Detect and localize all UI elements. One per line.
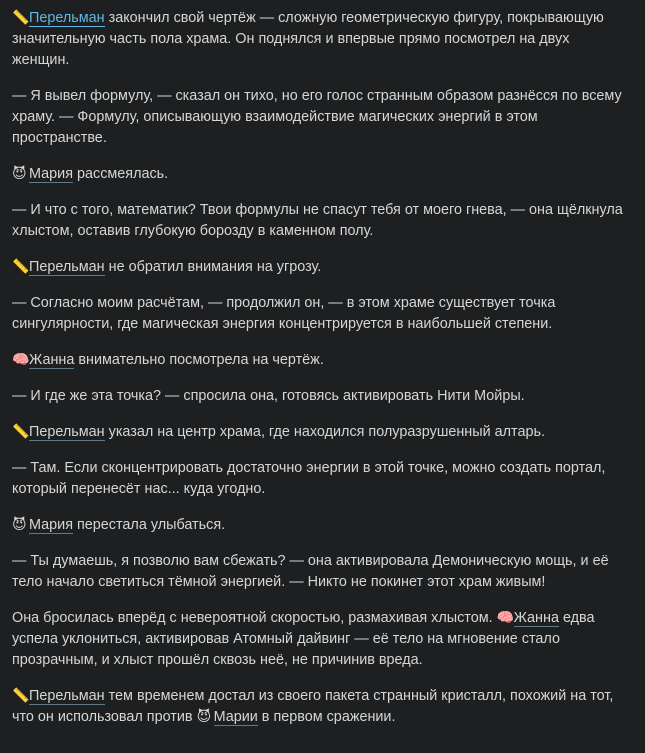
- paragraph-text: едва успела уклониться, активировав Атомный дайвинг — её тело на мгновение стало прозрачным, и хлыст прошёл сквозь неё, не причинив вреда.: [12, 610, 595, 668]
- story-paragraph: [12, 686, 625, 728]
- paragraph-text: внимательно посмотрела на чертёж.: [74, 352, 324, 368]
- story-paragraph: [12, 164, 625, 185]
- story-paragraph: [12, 515, 625, 536]
- character-link[interactable]: Марии: [213, 709, 258, 725]
- story-paragraph: [12, 86, 625, 149]
- brain-icon: 🧠: [12, 352, 30, 368]
- character-link[interactable]: Мария: [29, 166, 73, 182]
- paragraph-text: — Я вывел формулу, — сказал он тихо, но его голос странным образом разнёсся по всему храму. — Формулу, описывающую взаимодействие магических энергий в этом пространстве.: [12, 88, 622, 146]
- paragraph-text: Она бросилась вперёд с невероятной скоростью, размахивая хлыстом.: [12, 610, 497, 626]
- story-paragraph: [12, 458, 625, 500]
- paragraph-text: — И что с того, математик? Твои формулы не спасут тебя от моего гнева, — она щёлкнула хлыстом, оставив глубокую борозду в каменном полу.: [12, 202, 623, 239]
- paragraph-text: — Согласно моим расчётам, — продолжил он, — в этом храме существует точка сингулярности, где магическая энергия концентрируется в наибольшей степени.: [12, 295, 556, 332]
- paragraph-text: перестала улыбаться.: [73, 517, 226, 533]
- character-link[interactable]: Перельман: [29, 259, 105, 275]
- character-link[interactable]: Перельман: [29, 10, 105, 26]
- paragraph-text: рассмеялась.: [73, 166, 169, 182]
- paragraph-text: не обратил внимания на угрозу.: [104, 259, 322, 275]
- character-link[interactable]: Жанна: [29, 352, 75, 368]
- story-paragraph: [12, 386, 625, 407]
- paragraph-text: — Ты думаешь, я позволю вам сбежать? — она активировала Демоническую мощь, и её тело начало светиться тёмной энергией. — Никто не покинет этот храм живым!: [12, 553, 609, 590]
- story-paragraph: [12, 350, 625, 371]
- paragraph-text: — Там. Если сконцентрировать достаточно энергии в этой точке, можно создать портал, который перенесёт нас... куда угодно.: [12, 460, 606, 497]
- paragraph-text: закончил свой чертёж — сложную геометрическую фигуру, покрывающую значительную часть пола храма. Он поднялся и впервые прямо посмотрел на двух женщин.: [12, 10, 604, 68]
- devil-face-icon: 😈: [196, 709, 212, 725]
- story-paragraph: [12, 8, 625, 71]
- ruler-icon: 📏: [12, 259, 30, 275]
- story-paragraph: [12, 422, 625, 443]
- devil-face-icon: 😈: [12, 166, 27, 182]
- story-paragraph: [12, 608, 625, 671]
- devil-face-icon: 😈: [12, 517, 27, 533]
- character-link[interactable]: Перельман: [29, 688, 105, 704]
- brain-icon: 🧠: [496, 610, 515, 626]
- paragraph-text: — И где же эта точка? — спросила она, готовясь активировать Нити Мойры.: [12, 388, 525, 404]
- character-link[interactable]: Жанна: [513, 610, 559, 626]
- character-link[interactable]: Мария: [29, 517, 73, 533]
- paragraph-text: указал на центр храма, где находился полуразрушенный алтарь.: [104, 424, 545, 440]
- story-paragraph: [12, 257, 625, 278]
- character-link[interactable]: Перельман: [29, 424, 105, 440]
- ruler-icon: 📏: [12, 688, 30, 704]
- ruler-icon: 📏: [12, 424, 30, 440]
- story-paragraph: [12, 551, 625, 593]
- paragraph-text: тем временем достал из своего пакета странный кристалл, похожий на тот, что он использовал против: [12, 688, 614, 725]
- paragraph-text: в первом сражении.: [257, 709, 396, 725]
- story-paragraph: [12, 200, 625, 242]
- ruler-icon: 📏: [12, 10, 30, 26]
- story-paragraph: [12, 293, 625, 335]
